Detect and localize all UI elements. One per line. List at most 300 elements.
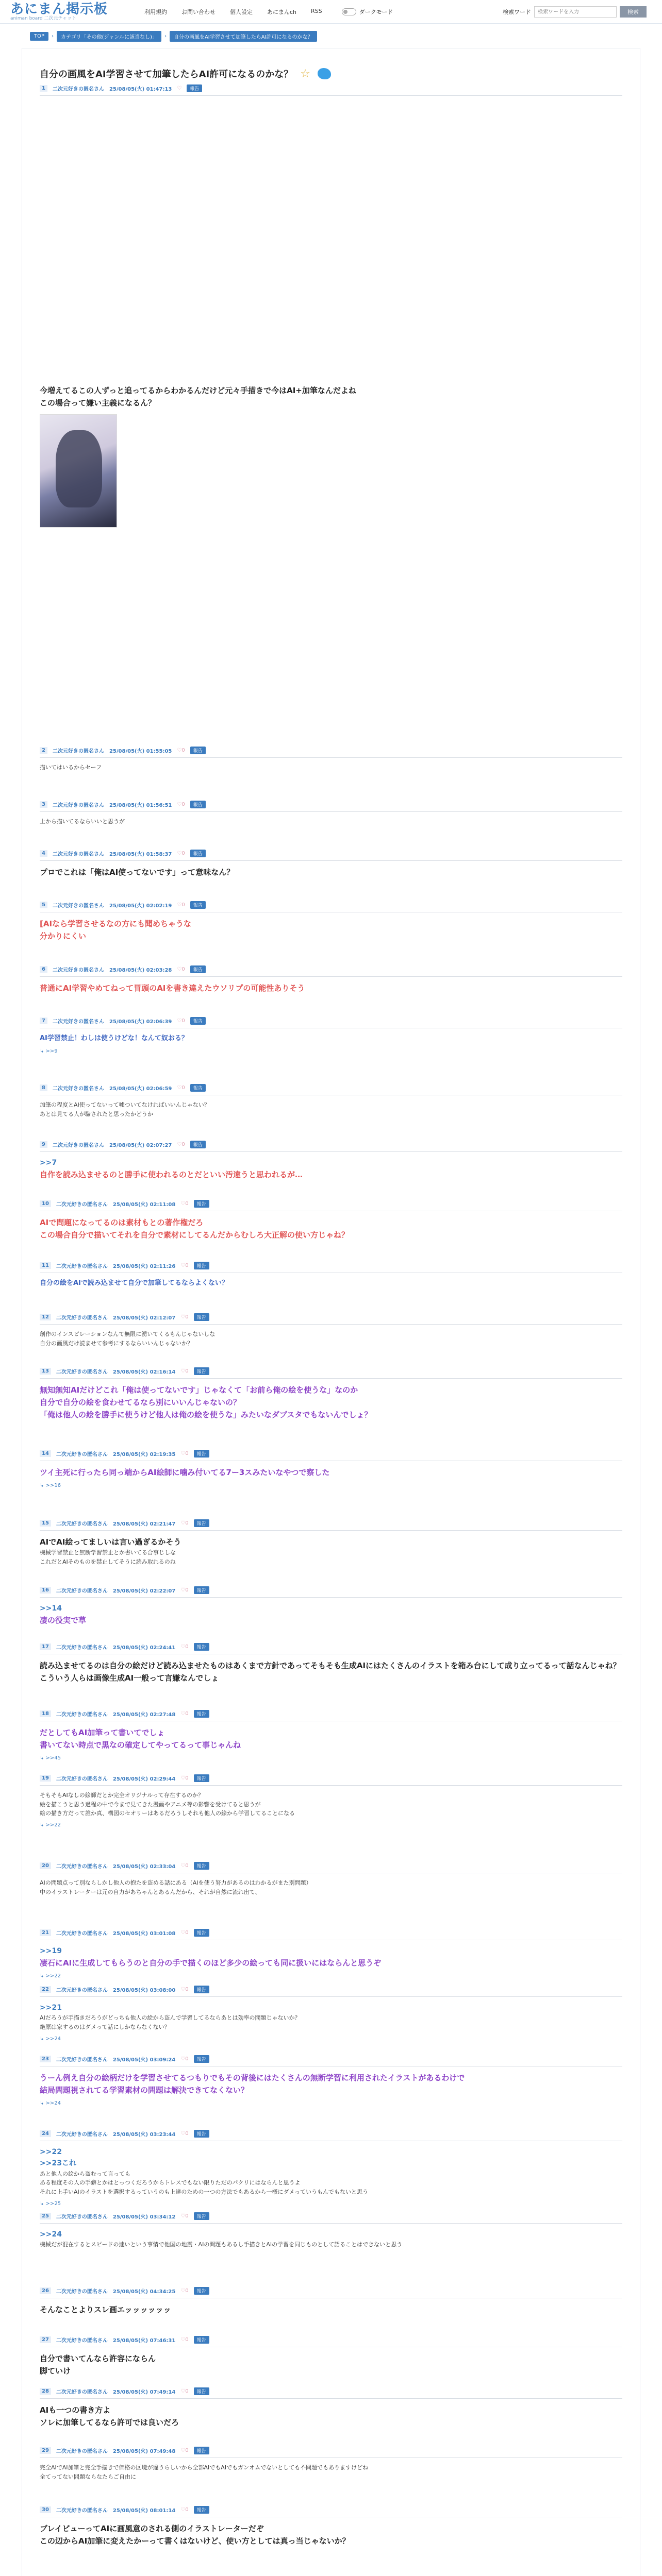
- post-number[interactable]: 12: [40, 1314, 51, 1320]
- like-icon[interactable]: ♡0: [180, 2056, 189, 2062]
- post-text-line: 機械学習禁止と無断学習禁止とか書いてる合事じしな: [40, 1549, 176, 1556]
- post-text-line: [AIなら学習させるなの方にも聞めちゃうな: [40, 919, 192, 928]
- post-text-line: 自分で自分の絵を食わせてるなら別にいいんじゃないの？: [40, 1398, 241, 1407]
- post-date: 25/08/05(火) 03:23:44: [112, 2132, 176, 2138]
- post-number[interactable]: 29: [40, 2447, 51, 2454]
- post-meta: [40, 1450, 622, 1461]
- post-text-line[interactable]: >>22: [40, 2148, 62, 2156]
- post-text-line: そもそもAIなしの絵師だとか完全オリジナルって存在するのか？: [40, 1792, 204, 1799]
- post-text-line[interactable]: >>14: [40, 1604, 62, 1613]
- post-meta: [40, 1262, 622, 1273]
- post-date: 25/08/05(火) 07:46:31: [112, 2338, 176, 2344]
- report-button[interactable]: 報告: [194, 2212, 209, 2220]
- post-date: 25/08/05(火) 04:34:25: [112, 2289, 176, 2295]
- post-body: [40, 1100, 622, 1118]
- post-meta: [40, 2387, 622, 2399]
- post: [40, 850, 622, 878]
- search-label: 検索ワード: [503, 9, 531, 15]
- post-text-line: こういう人らは画像生成AI一般って言嫌なんでしょ: [40, 1673, 219, 1683]
- post-date: 25/08/05(火) 02:03:28: [109, 968, 172, 973]
- post-meta: [40, 1200, 622, 1211]
- thread-container: [22, 48, 640, 2576]
- dark-mode-label: ダークモード: [359, 8, 393, 15]
- post-number[interactable]: 21: [40, 1929, 51, 1936]
- site-subtitle: animan board 二次元チャット: [10, 15, 77, 21]
- like-icon[interactable]: ♡0: [180, 2388, 189, 2394]
- post-text-line: 自作を読み込ませるのと勝手に使われるのとだといい汚違うと思われるが…: [40, 1170, 303, 1180]
- post-meta: [40, 2336, 622, 2347]
- report-button[interactable]: 報告: [194, 1313, 209, 1321]
- post: [40, 1313, 622, 1348]
- post-date: 25/08/05(火) 02:33:04: [112, 1864, 176, 1870]
- post-text-line: ソレに加筆してるなら許可では良いだろ: [40, 2418, 179, 2427]
- like-icon[interactable]: ♡0: [180, 2288, 189, 2294]
- like-icon[interactable]: ♡0: [180, 1711, 189, 1717]
- poster-name: 二次元好きの匿名さん: [56, 2057, 108, 2063]
- post-meta: [40, 1519, 622, 1531]
- post-body: [40, 1216, 622, 1241]
- post: [40, 2447, 622, 2481]
- post: [40, 1986, 622, 2042]
- post-number[interactable]: 28: [40, 2388, 51, 2395]
- post-text-line: 凄石にAIに生成してもらうのと自分の手で描くのほど多少の絵っても同に扱いにはならんと思うぞ: [40, 1958, 382, 1968]
- like-icon[interactable]: ♡0: [177, 802, 185, 807]
- post-image[interactable]: [40, 414, 117, 528]
- breadcrumb-top[interactable]: TOP: [30, 32, 48, 41]
- post-text-line: AIの問題点って別ならしかし他人の抱たを盗める話にある（AIを使う努力があるのはわかるがまた別問題）: [40, 1879, 312, 1886]
- post-meta: [40, 965, 622, 977]
- report-button[interactable]: 報告: [194, 2447, 209, 2454]
- post-number[interactable]: 20: [40, 1862, 51, 1869]
- post-number[interactable]: 6: [40, 966, 47, 973]
- post-meta: [40, 1774, 622, 1786]
- reply-link[interactable]: ↳ >>25: [40, 2200, 61, 2207]
- breadcrumb-category[interactable]: カテゴリ「その他(ジャンルに該当なし)」: [57, 31, 161, 42]
- like-icon[interactable]: ♡0: [180, 1368, 189, 1374]
- post-number[interactable]: 2: [40, 747, 47, 754]
- like-icon[interactable]: ♡0: [180, 2507, 189, 2513]
- nav-animanch[interactable]: あにまんch: [267, 8, 297, 15]
- like-icon[interactable]: ♡0: [177, 748, 185, 753]
- report-button[interactable]: 報告: [190, 1084, 206, 1092]
- post-number[interactable]: 27: [40, 2336, 51, 2343]
- post-text-line: 無知無知AIだけどこれ「俺は使ってないです」じゃなくて「お前ら俺の絵を使うな」なのか: [40, 1385, 358, 1395]
- poster-name: 二次元好きの匿名さん: [56, 1521, 108, 1527]
- post-meta: [40, 2506, 622, 2517]
- post: [40, 2387, 622, 2429]
- poster-name: 二次元好きの匿名さん: [52, 903, 104, 909]
- post-date: 25/08/05(火) 07:49:14: [112, 2389, 176, 2395]
- report-button[interactable]: 報告: [194, 2336, 209, 2344]
- poster-name: 二次元好きの匿名さん: [56, 1776, 108, 1782]
- poster-name: 二次元好きの匿名さん: [56, 2389, 108, 2395]
- post-number[interactable]: 15: [40, 1520, 51, 1527]
- reply-link[interactable]: ↳ >>22: [40, 1973, 61, 1979]
- like-icon[interactable]: ♡0: [180, 1520, 189, 1526]
- poster-name: 二次元好きの匿名さん: [56, 1315, 108, 1321]
- like-icon[interactable]: ♡0: [177, 1018, 185, 1024]
- post: [40, 2506, 622, 2547]
- post-date: 25/08/05(火) 03:09:24: [112, 2057, 176, 2063]
- post-meta: [40, 1862, 622, 1873]
- post: [40, 965, 622, 994]
- post-body: [40, 1278, 622, 1289]
- post-text-line: あとは見てる人が騙されたと思ったかどうか: [40, 1110, 153, 1117]
- favorite-star-icon[interactable]: ☆: [300, 67, 310, 80]
- poster-name: 二次元好きの匿名さん: [52, 968, 104, 973]
- post-text-line: 凄の役実で草: [40, 1616, 87, 1625]
- post-body: [40, 2352, 622, 2377]
- post-number[interactable]: 13: [40, 1368, 51, 1375]
- report-button[interactable]: 報告: [190, 850, 206, 857]
- post-body: [40, 763, 622, 772]
- poster-name: 二次元好きの匿名さん: [56, 2508, 108, 2514]
- report-button[interactable]: 報告: [187, 84, 202, 92]
- report-button[interactable]: 報告: [190, 1141, 206, 1148]
- post-text-line: この辺からAI加筆に変えたかーって書くはないけど、使い方としては真っ当じゃないか？: [40, 2536, 350, 2546]
- post-body: [40, 2404, 622, 2429]
- post-text-line[interactable]: >>7: [40, 1159, 57, 1167]
- post-body: [40, 2072, 622, 2096]
- post-number[interactable]: 7: [40, 1018, 47, 1024]
- search-button[interactable]: 検索: [620, 6, 647, 18]
- post-text-line: 完全AIでAI加筆と完全手描きで価格の区境が違うらしいから全部AIでもAIでもガンオムでないとしても不問題でもありますけどね: [40, 2464, 369, 2471]
- like-icon[interactable]: ♡0: [177, 1085, 185, 1091]
- post-text-line: 中のイラストレーターは元の自力があちゃんとあるんだから、それが自然に流れ出て、: [40, 1888, 261, 1895]
- post-body: [40, 384, 622, 528]
- post-meta: [40, 2055, 622, 2066]
- post: [40, 2130, 622, 2207]
- post: [40, 2055, 622, 2106]
- post-text-line: だとしてもAI加筆って書いてでしょ: [40, 1728, 165, 1737]
- post-meta: [40, 1710, 622, 1721]
- poster-name: 二次元好きの匿名さん: [56, 1988, 108, 1993]
- post-date: 25/08/05(火) 03:08:00: [112, 1988, 176, 1993]
- post-meta: [40, 1017, 622, 1028]
- post-number[interactable]: 22: [40, 1986, 51, 1993]
- like-icon[interactable]: ♡0: [180, 1201, 189, 1207]
- post: [40, 1586, 622, 1626]
- search-bar: [503, 6, 647, 18]
- nav-contact[interactable]: お問い合わせ: [181, 8, 216, 15]
- post-number[interactable]: 26: [40, 2287, 51, 2294]
- reply-link[interactable]: ↳ >>45: [40, 1755, 61, 1761]
- post: [40, 1929, 622, 1979]
- post-body: [40, 817, 622, 826]
- breadcrumb-separator-icon: ›: [52, 33, 54, 39]
- post-body: [40, 1384, 622, 1421]
- poster-name: 二次元好きの匿名さん: [52, 1086, 104, 1092]
- breadcrumb-separator-icon: ›: [164, 33, 167, 39]
- post-body: [40, 2002, 622, 2032]
- post: [40, 1450, 622, 1488]
- poster-name: 二次元好きの匿名さん: [52, 749, 104, 754]
- like-icon[interactable]: ♡0: [180, 1263, 189, 1268]
- nav-settings[interactable]: 個人設定: [230, 8, 253, 15]
- post-date: 25/08/05(火) 01:55:05: [109, 749, 172, 754]
- twitter-share-icon[interactable]: [318, 68, 331, 79]
- post-body: [40, 1536, 622, 1566]
- post-date: 25/08/05(火) 02:02:19: [109, 903, 172, 909]
- post-number[interactable]: 16: [40, 1587, 51, 1594]
- post-body: [40, 2303, 622, 2316]
- post-meta: [40, 2447, 622, 2458]
- post-number[interactable]: 1: [40, 85, 47, 92]
- post-text-line: あと他人の絵から盗むって言っても: [40, 2170, 130, 2177]
- post-text-line: それに上手いAIのイラストを選択するっていうのも上達のための一つの方法でもあるから一概にダメっていうもんでもないと思う: [40, 2188, 368, 2195]
- report-button[interactable]: 報告: [194, 1367, 209, 1375]
- post: [40, 2212, 622, 2249]
- post-body: [40, 1466, 622, 1479]
- report-button[interactable]: 報告: [194, 2287, 209, 2295]
- post-text-line[interactable]: >>23これ: [40, 2159, 76, 2168]
- post: [40, 1862, 622, 1896]
- report-button[interactable]: 報告: [194, 2130, 209, 2138]
- site-logo[interactable]: [10, 3, 113, 21]
- post-date: 25/08/05(火) 01:56:51: [109, 803, 172, 808]
- report-button[interactable]: 報告: [194, 2506, 209, 2514]
- site-header: [0, 0, 662, 24]
- post-date: 25/08/05(火) 02:12:07: [112, 1315, 176, 1321]
- post: [40, 1519, 622, 1566]
- like-icon[interactable]: ♡0: [180, 2448, 189, 2453]
- like-icon[interactable]: ♡0: [180, 1863, 189, 1869]
- post-body: [40, 1878, 622, 1896]
- poster-name: 二次元好きの匿名さん: [56, 1202, 108, 1208]
- report-button[interactable]: 報告: [190, 747, 206, 754]
- report-button[interactable]: 報告: [194, 1643, 209, 1651]
- post: [40, 747, 622, 772]
- post-date: 25/08/05(火) 07:49:48: [112, 2449, 176, 2454]
- post-date: 25/08/05(火) 02:27:48: [112, 1712, 176, 1718]
- breadcrumb: [0, 24, 662, 42]
- post-text-line: 絵の描き方だって誰か真、構図のセオリーはあるだろうしそれも他人の絵から学習してることになる: [40, 1810, 295, 1817]
- post: [40, 2287, 622, 2316]
- like-icon[interactable]: ♡0: [177, 1142, 185, 1147]
- report-button[interactable]: 報告: [194, 2055, 209, 2063]
- poster-name: 二次元好きの匿名さん: [56, 1264, 108, 1269]
- post-text-line: 分かりにくい: [40, 931, 87, 941]
- post-text-line: AI学習禁止！わしは使うけどな！なんて奴おる？: [40, 1035, 188, 1042]
- post-body: [40, 2522, 622, 2547]
- report-button[interactable]: 報告: [194, 1200, 209, 1208]
- post-text-line: 普通にAI学習やめてねって冒頭のAIを書き違えたウソリプの可能性ありそう: [40, 984, 305, 993]
- post-meta: [40, 801, 622, 812]
- post: [40, 1141, 622, 1181]
- poster-name: 二次元好きの匿名さん: [56, 1864, 108, 1870]
- post-date: 25/08/05(火) 03:34:12: [112, 2214, 176, 2220]
- post-text-line: うーん例え自分の絵柄だけを学習させてるつもりでもその背後にはたくさんの無断学習に利用されたイラストがあるわけで: [40, 2073, 465, 2082]
- poster-name: 二次元好きの匿名さん: [56, 1588, 108, 1594]
- post-date: 25/08/05(火) 02:06:59: [109, 1086, 172, 1092]
- post-text-line: 加筆の程度とAI使ってないって嘘ついてなければいいんじゃない？: [40, 1101, 210, 1108]
- post-text-line[interactable]: >>24: [40, 2230, 62, 2239]
- report-button[interactable]: 報告: [194, 1774, 209, 1782]
- reply-link[interactable]: ↳ >>22: [40, 1822, 61, 1828]
- poster-name: 二次元好きの匿名さん: [52, 87, 104, 92]
- post-text-line: AIだろうが手描きだろうがどっちも他人の絵から盗んで学習してるならあとは効率の問題じゃないか？: [40, 2014, 301, 2022]
- post-number[interactable]: 11: [40, 1262, 51, 1269]
- report-button[interactable]: 報告: [194, 1986, 209, 1993]
- report-button[interactable]: 報告: [194, 1710, 209, 1718]
- poster-name: 二次元好きの匿名さん: [56, 1452, 108, 1458]
- like-icon[interactable]: ♡0: [177, 967, 185, 972]
- post-meta: [40, 84, 622, 96]
- post-body: [40, 1033, 622, 1044]
- reply-link[interactable]: ↳ >>24: [40, 2036, 61, 2042]
- post-meta: [40, 901, 622, 912]
- post-date: 25/08/05(火) 02:11:26: [112, 1264, 176, 1269]
- post-number[interactable]: 10: [40, 1200, 51, 1207]
- post-number[interactable]: 25: [40, 2213, 51, 2219]
- post-text-line: 自分の絵をAIで読み込ませて自分で加筆してるならよくない？: [40, 1279, 228, 1287]
- nav-rss[interactable]: RSS: [311, 7, 322, 14]
- post-number[interactable]: 9: [40, 1141, 47, 1148]
- post: [40, 1262, 622, 1289]
- post-text-line: 脚ていけ: [40, 2366, 71, 2376]
- poster-name: 二次元好きの匿名さん: [56, 2214, 108, 2220]
- search-input[interactable]: [534, 6, 617, 18]
- post-number[interactable]: 30: [40, 2506, 51, 2513]
- post-date: 25/08/05(火) 01:47:13: [109, 87, 172, 92]
- post-date: 25/08/05(火) 03:01:08: [112, 1931, 176, 1937]
- report-button[interactable]: 報告: [194, 1262, 209, 1269]
- post-meta: [40, 1141, 622, 1152]
- toggle-switch-icon[interactable]: [342, 8, 356, 15]
- post-body: [40, 1157, 622, 1181]
- poster-name: 二次元好きの匿名さん: [56, 2449, 108, 2454]
- like-icon[interactable]: ♡: [177, 86, 182, 91]
- reply-link[interactable]: ↳ >>9: [40, 1048, 58, 1054]
- like-icon[interactable]: ♡0: [177, 851, 185, 856]
- post-date: 25/08/05(火) 02:22:07: [112, 1588, 176, 1594]
- post-text-line: 自分で書いてんなら許容にならん: [40, 2354, 156, 2363]
- post: [40, 1643, 622, 1684]
- report-button[interactable]: 報告: [194, 1519, 209, 1527]
- report-button[interactable]: 報告: [190, 801, 206, 808]
- report-button[interactable]: 報告: [194, 2387, 209, 2395]
- post-body: [40, 918, 622, 942]
- post-number[interactable]: 5: [40, 902, 47, 908]
- poster-name: 二次元好きの匿名さん: [52, 852, 104, 857]
- post-meta: [40, 1643, 622, 1654]
- post: [40, 1084, 622, 1118]
- like-icon[interactable]: ♡0: [180, 1775, 189, 1781]
- post: [40, 1200, 622, 1241]
- post-text-line[interactable]: >>21: [40, 2004, 62, 2012]
- post-text-line: ツイ主死に行ったら同っ端からAI絵師に噛み付いてる7ー3スみたいなやつで察した: [40, 1468, 330, 1477]
- post-meta: [40, 850, 622, 861]
- post: [40, 901, 622, 942]
- poster-name: 二次元好きの匿名さん: [56, 1369, 108, 1375]
- post-number[interactable]: 17: [40, 1643, 51, 1650]
- post-number[interactable]: 19: [40, 1775, 51, 1782]
- post-text-line: AIで問題になってるのは素材もとの著作権だろ: [40, 1218, 204, 1227]
- post-date: 25/08/05(火) 02:16:14: [112, 1369, 176, 1375]
- post-text-line[interactable]: >>19: [40, 1947, 62, 1955]
- like-icon[interactable]: ♡0: [180, 1644, 189, 1650]
- post-body: [40, 1945, 622, 1969]
- report-button[interactable]: 報告: [194, 1450, 209, 1458]
- post-body: [40, 1791, 622, 1818]
- post-number[interactable]: 24: [40, 2130, 51, 2137]
- like-icon[interactable]: ♡0: [180, 1314, 189, 1320]
- post-text-line: 絵を描こうと思う過程の中で今まで見てきた漫画やアニメ等の影響を受けてると思うが: [40, 1801, 261, 1808]
- post-date: 25/08/05(火) 02:29:44: [112, 1776, 176, 1782]
- post-number[interactable]: 14: [40, 1450, 51, 1457]
- poster-name: 二次元好きの匿名さん: [52, 1143, 104, 1148]
- reply-link[interactable]: ↳ >>24: [40, 2100, 61, 2106]
- post: [40, 1774, 622, 1828]
- post-meta: [40, 2212, 622, 2224]
- post-body: [40, 2146, 622, 2197]
- report-button[interactable]: 報告: [194, 1929, 209, 1937]
- post-number[interactable]: 8: [40, 1084, 47, 1091]
- post-date: 25/08/05(火) 02:06:39: [109, 1019, 172, 1025]
- post-body: [40, 1330, 622, 1348]
- report-button[interactable]: 報告: [190, 1017, 206, 1025]
- page-title: 自分の画風をAI学習させて加筆したらAI許可になるのかな？: [40, 69, 293, 80]
- report-button[interactable]: 報告: [194, 1586, 209, 1594]
- report-button[interactable]: 報告: [190, 901, 206, 909]
- post-body: [40, 1659, 622, 1684]
- like-icon[interactable]: ♡0: [177, 902, 185, 908]
- like-icon[interactable]: ♡0: [180, 2213, 189, 2219]
- report-button[interactable]: 報告: [190, 965, 206, 973]
- post-text-line: AIでAI絵ってましいは言い過ぎるかそう: [40, 1537, 181, 1547]
- like-icon[interactable]: ♡0: [180, 1987, 189, 1992]
- post: [40, 1017, 622, 1054]
- post-date: 25/08/05(火) 01:58:37: [109, 852, 172, 857]
- nav-terms[interactable]: 利用規約: [144, 8, 167, 15]
- like-icon[interactable]: ♡0: [180, 1587, 189, 1593]
- post-body: [40, 1603, 622, 1626]
- post-number[interactable]: 3: [40, 801, 47, 808]
- poster-name: 二次元好きの匿名さん: [56, 2289, 108, 2295]
- post-text-line: 自分の画風だけ読ませて参考にするならいいんじゃないか？: [40, 1340, 193, 1347]
- post-text-line: プロでこれは「俺はAI使ってないです」って意味なん？: [40, 868, 235, 877]
- post-text-line: この場合自分で描いてそれを自分で素材にしてるんだからむしろ大正解の使い方じゃね？: [40, 1230, 350, 1240]
- like-icon[interactable]: ♡0: [180, 1451, 189, 1456]
- post-date: 25/08/05(火) 02:07:27: [109, 1143, 172, 1148]
- post-text-line: この場合って嫌い主義になるん？: [40, 398, 156, 408]
- post-body: [40, 1726, 622, 1751]
- like-icon[interactable]: ♡0: [180, 1930, 189, 1936]
- reply-link[interactable]: ↳ >>16: [40, 1483, 61, 1488]
- post-body: [40, 2463, 622, 2481]
- report-button[interactable]: 報告: [194, 1862, 209, 1870]
- post-meta: [40, 2287, 622, 2298]
- post: [40, 1710, 622, 1761]
- post-text-line: AIも一つの書き方よ: [40, 2405, 111, 2415]
- post-date: 25/08/05(火) 02:19:35: [112, 1452, 176, 1458]
- post-number[interactable]: 23: [40, 2056, 51, 2062]
- post-number[interactable]: 18: [40, 1710, 51, 1717]
- post-date: 25/08/05(火) 08:01:14: [112, 2508, 176, 2514]
- like-icon[interactable]: ♡0: [180, 2131, 189, 2137]
- breadcrumb-thread[interactable]: 自分の画風をAI学習させて加筆したらAI許可になるのかな？: [170, 31, 317, 42]
- post-text-line: 絶原は家するのはダメって話にしかならなくない？: [40, 2023, 170, 2030]
- poster-name: 二次元好きの匿名さん: [52, 1019, 104, 1025]
- post-number[interactable]: 4: [40, 850, 47, 857]
- dark-mode-toggle[interactable]: [342, 8, 393, 16]
- post-body: [40, 866, 622, 878]
- poster-name: 二次元好きの匿名さん: [56, 2132, 108, 2138]
- post: [40, 1367, 622, 1421]
- poster-name: 二次元好きの匿名さん: [56, 2338, 108, 2344]
- like-icon[interactable]: ♡0: [180, 2337, 189, 2343]
- post-text-line: ブレイビューってAIに画風意のされる側のイラストレーターだぞ: [40, 2524, 264, 2533]
